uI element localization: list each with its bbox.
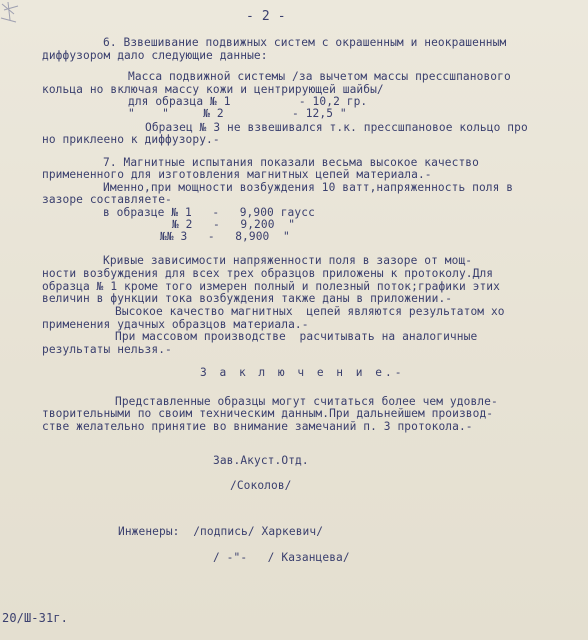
para-7-line-2: примененного для изготовления магнитных цепей материала.-: [42, 168, 432, 181]
curves-line-1: Кривые зависимости напряженности поля в зазоре от мощ-: [103, 254, 473, 267]
para-7-line-1: 7. Магнитные испытания показали весьма высокое качество: [103, 156, 479, 169]
field-sample-1: в образце № 1 - 9,900 гаусс: [103, 206, 315, 219]
department-head-title: Зав.Акуст.Отд.: [213, 454, 309, 467]
department-head-name: /Соколов/: [230, 479, 292, 492]
sample-3-note-2: но приклеено к диффузору.-: [42, 133, 220, 146]
conclusion-line-2: творительными по своим техническим данным.При дальнейшем производ-: [42, 407, 494, 420]
engineers-signature-2: / -"- / Казанцева/: [213, 551, 350, 564]
para-7-line-4: зазоре составляете-: [42, 193, 172, 206]
quality-line-2: применения удачных образцов материала.-: [42, 318, 309, 331]
mass-line-1: Масса подвижной системы /за вычетом массы прессшпанового: [128, 70, 511, 83]
mass-production-line-1: При массовом производстве расчитывать на аналогичные: [115, 330, 478, 343]
para-6-line-1: 6. Взвешивание подвижных систем с окрашенным и неокрашенным: [103, 36, 507, 49]
para-6-line-2: диффузором дало следующие данные:: [42, 49, 268, 62]
para-7-line-3: Именно,при мощности возбуждения 10 ватт,напряженность поля в: [103, 181, 514, 194]
field-sample-3: №№ 3 - 8,900 ": [160, 230, 290, 243]
engineers-signature-1: Инженеры: /подпись/ Харкевич/: [118, 525, 324, 538]
mass-production-line-2: результаты нельзя.-: [42, 343, 172, 356]
corner-mark-icon: [0, 0, 40, 40]
curves-line-2: ности возбуждения для всех трех образцов приложены к протоколу.Для: [42, 267, 494, 280]
conclusion-line-3: стве желательно принятие во внимание замечаний п. 3 протокола.-: [42, 420, 473, 433]
sample-2-mass: " " № 2 - 12,5 ": [128, 107, 347, 120]
sample-1-mass: для образца № 1 - 10,2 гр.: [128, 95, 368, 108]
curves-line-3: образца № 1 кроме того измерен полный и полезный поток;графики этих: [42, 280, 500, 293]
document-date: 20/Ш-31г.: [2, 611, 68, 625]
curves-line-4: величин в функции тока возбуждения также даны в приложении.-: [42, 292, 453, 305]
mass-line-2: кольца но включая массу кожи и центрирующей шайбы/: [42, 83, 384, 96]
conclusion-line-1: Представленные образцы могут считаться более чем удовле-: [115, 395, 498, 408]
quality-line-1: Высокое качество магнитных цепей являются результатом хо: [115, 305, 505, 318]
sample-3-note-1: Образец № 3 не взвешивался т.к. прессшпановое кольцо про: [145, 121, 528, 134]
page-number: - 2 -: [246, 9, 286, 24]
conclusion-heading: З а к л ю ч е н и е.-: [200, 366, 405, 379]
field-sample-2: № 2 - 9,200 ": [172, 218, 296, 231]
